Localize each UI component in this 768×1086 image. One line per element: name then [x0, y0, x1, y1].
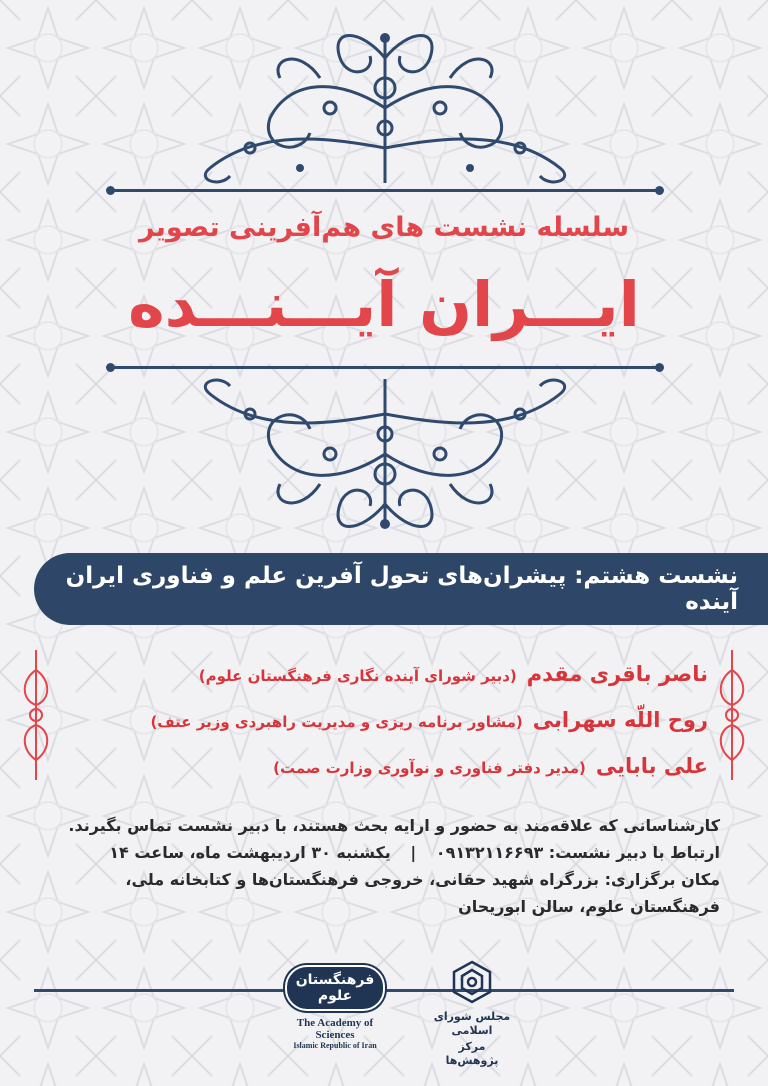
majlis-center: مرکز پژوهش‌ها [445, 1040, 499, 1067]
separator: | [410, 843, 417, 862]
speaker-name: علی بابایی [595, 754, 708, 778]
speaker-role: (دبیر شورای آینده نگاری فرهنگستان علوم) [198, 667, 517, 685]
speaker-role: (مدیر دفتر فناوری و نوآوری وزارت صمت) [273, 759, 586, 777]
academy-name-en: The Academy of Sciences [296, 1017, 374, 1041]
bottom-ornament [180, 372, 590, 544]
top-ornament [180, 18, 590, 190]
invitation-text: کارشناسانی که علاقه‌مند به حضور و ارایه بحث هستند، با دبیر نشست تماس بگیرند. [68, 816, 720, 835]
speaker-role: (مشاور برنامه ریزی و مدیریت راهبردی وزیر عتف) [150, 713, 523, 731]
venue-line-1: مکان برگزاری: بزرگراه شهید حقانی، خروجی فرهنگستان‌ها و کتابخانه ملی، [125, 870, 720, 889]
academy-subtitle-en: Islamic Republic of Iran [293, 1041, 377, 1050]
majlis-name: مجلس شورای اسلامی [433, 1010, 511, 1037]
contact-line [40, 839, 720, 866]
contact-label: ارتباط با دبیر نشست: [548, 843, 720, 862]
right-side-ornament [712, 650, 752, 780]
speaker-item [60, 754, 708, 800]
speaker-item [60, 662, 708, 708]
left-side-ornament [16, 650, 56, 780]
main-title: ایـــران آیـــنـــده [128, 268, 640, 341]
series-title: سلسله نشست های هم‌آفرینی تصویر [138, 212, 630, 243]
academy-seal: فرهنگستان علوم [285, 965, 385, 1011]
contact-phone: ۰۹۱۳۲۱۱۶۶۹۳ [435, 843, 544, 862]
venue-line-2: فرهنگستان علوم، سالن ابوریحان [458, 897, 720, 916]
speakers-list [60, 662, 708, 800]
academy-logo [280, 965, 390, 1050]
speaker-item [60, 708, 708, 754]
speaker-name: ناصر باقری مقدم [526, 662, 708, 686]
session-banner [34, 553, 768, 625]
majlis-logo [432, 960, 512, 1067]
event-info [40, 812, 720, 920]
speaker-name: روح اللّه سهرابی [532, 708, 708, 732]
session-title: نشست هشتم: پیشران‌های تحول آفرین علم و فناوری ایران آینده [65, 563, 738, 615]
bottom-divider [112, 366, 658, 369]
top-divider [112, 189, 658, 192]
majlis-emblem-icon [450, 960, 494, 1004]
date-time: یکشنبه ۳۰ اردیبهشت ماه، ساعت ۱۴ [109, 843, 391, 862]
